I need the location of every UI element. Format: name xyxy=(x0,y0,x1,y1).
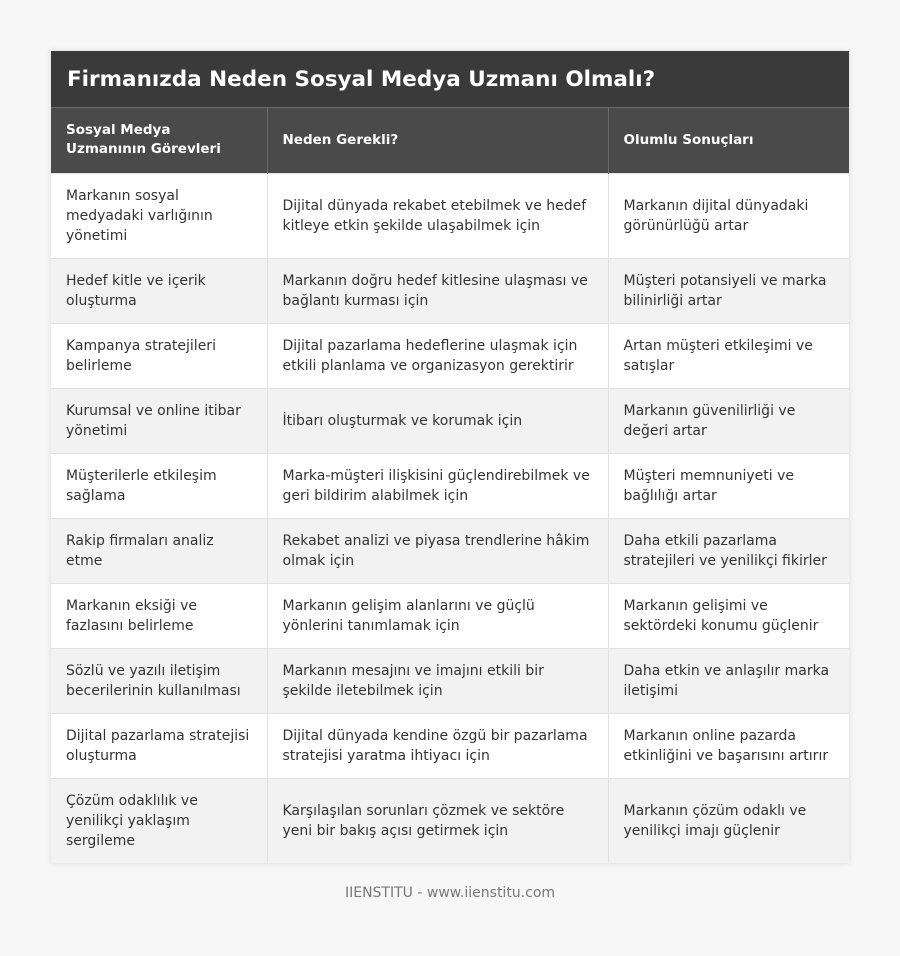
cell-reason: Rekabet analizi ve piyasa trendlerine hâkim olmak için xyxy=(267,518,608,583)
cell-duty: Müşterilerle etkileşim sağlama xyxy=(51,453,267,518)
table-row xyxy=(51,648,849,713)
column-header-duties: Sosyal Medya Uzmanının Görevleri xyxy=(51,108,267,173)
cell-duty: Hedef kitle ve içerik oluşturma xyxy=(51,258,267,323)
cell-reason: Dijital dünyada rekabet etebilmek ve hedef kitleye etkin şekilde ulaşabilmek için xyxy=(267,173,608,258)
footer-credit: IIENSTITU - www.iienstitu.com xyxy=(344,885,556,901)
column-header-why-needed: Neden Gerekli? xyxy=(267,108,608,173)
cell-reason: Karşılaşılan sorunları çözmek ve sektöre yeni bir bakış açısı getirmek için xyxy=(267,778,608,863)
cell-duty: Çözüm odaklılık ve yenilikçi yaklaşım sergileme xyxy=(51,778,267,863)
table-row xyxy=(51,713,849,778)
cell-reason: Markanın mesajını ve imajını etkili bir şekilde iletebilmek için xyxy=(267,648,608,713)
cell-result: Markanın güvenilirliği ve değeri artar xyxy=(608,388,849,453)
cell-reason: İtibarı oluşturmak ve korumak için xyxy=(267,388,608,453)
cell-result: Daha etkili pazarlama stratejileri ve yenilikçi fikirler xyxy=(608,518,849,583)
cell-duty: Sözlü ve yazılı iletişim becerilerinin kullanılması xyxy=(51,648,267,713)
cell-result: Markanın gelişimi ve sektördeki konumu güçlenir xyxy=(608,583,849,648)
table-card xyxy=(51,51,849,863)
cell-result: Markanın çözüm odaklı ve yenilikçi imajı güçlenir xyxy=(608,778,849,863)
cell-result: Daha etkin ve anlaşılır marka iletişimi xyxy=(608,648,849,713)
data-table xyxy=(51,108,849,863)
table-title: Firmanızda Neden Sosyal Medya Uzmanı Olmalı? xyxy=(51,51,849,108)
cell-duty: Markanın sosyal medyadaki varlığının yönetimi xyxy=(51,173,267,258)
table-row xyxy=(51,778,849,863)
table-row xyxy=(51,258,849,323)
cell-duty: Kurumsal ve online itibar yönetimi xyxy=(51,388,267,453)
cell-result: Markanın dijital dünyadaki görünürlüğü artar xyxy=(608,173,849,258)
cell-reason: Marka-müşteri ilişkisini güçlendirebilmek ve geri bildirim alabilmek için xyxy=(267,453,608,518)
table-row xyxy=(51,518,849,583)
cell-result: Müşteri memnuniyeti ve bağlılığı artar xyxy=(608,453,849,518)
table-row xyxy=(51,388,849,453)
table-row xyxy=(51,323,849,388)
cell-reason: Markanın doğru hedef kitlesine ulaşması ve bağlantı kurması için xyxy=(267,258,608,323)
cell-result: Artan müşteri etkileşimi ve satışlar xyxy=(608,323,849,388)
table-row xyxy=(51,453,849,518)
cell-reason: Dijital pazarlama hedeflerine ulaşmak için etkili planlama ve organizasyon gerektirir xyxy=(267,323,608,388)
table-row xyxy=(51,583,849,648)
cell-duty: Markanın eksiği ve fazlasını belirleme xyxy=(51,583,267,648)
cell-duty: Rakip firmaları analiz etme xyxy=(51,518,267,583)
header-row xyxy=(51,108,849,173)
cell-reason: Markanın gelişim alanlarını ve güçlü yönlerini tanımlamak için xyxy=(267,583,608,648)
cell-reason: Dijital dünyada kendine özgü bir pazarlama stratejisi yaratma ihtiyacı için xyxy=(267,713,608,778)
cell-result: Markanın online pazarda etkinliğini ve başarısını artırır xyxy=(608,713,849,778)
column-header-positive-results: Olumlu Sonuçları xyxy=(608,108,849,173)
cell-duty: Dijital pazarlama stratejisi oluşturma xyxy=(51,713,267,778)
table-row xyxy=(51,173,849,258)
cell-duty: Kampanya stratejileri belirleme xyxy=(51,323,267,388)
cell-result: Müşteri potansiyeli ve marka bilinirliği artar xyxy=(608,258,849,323)
